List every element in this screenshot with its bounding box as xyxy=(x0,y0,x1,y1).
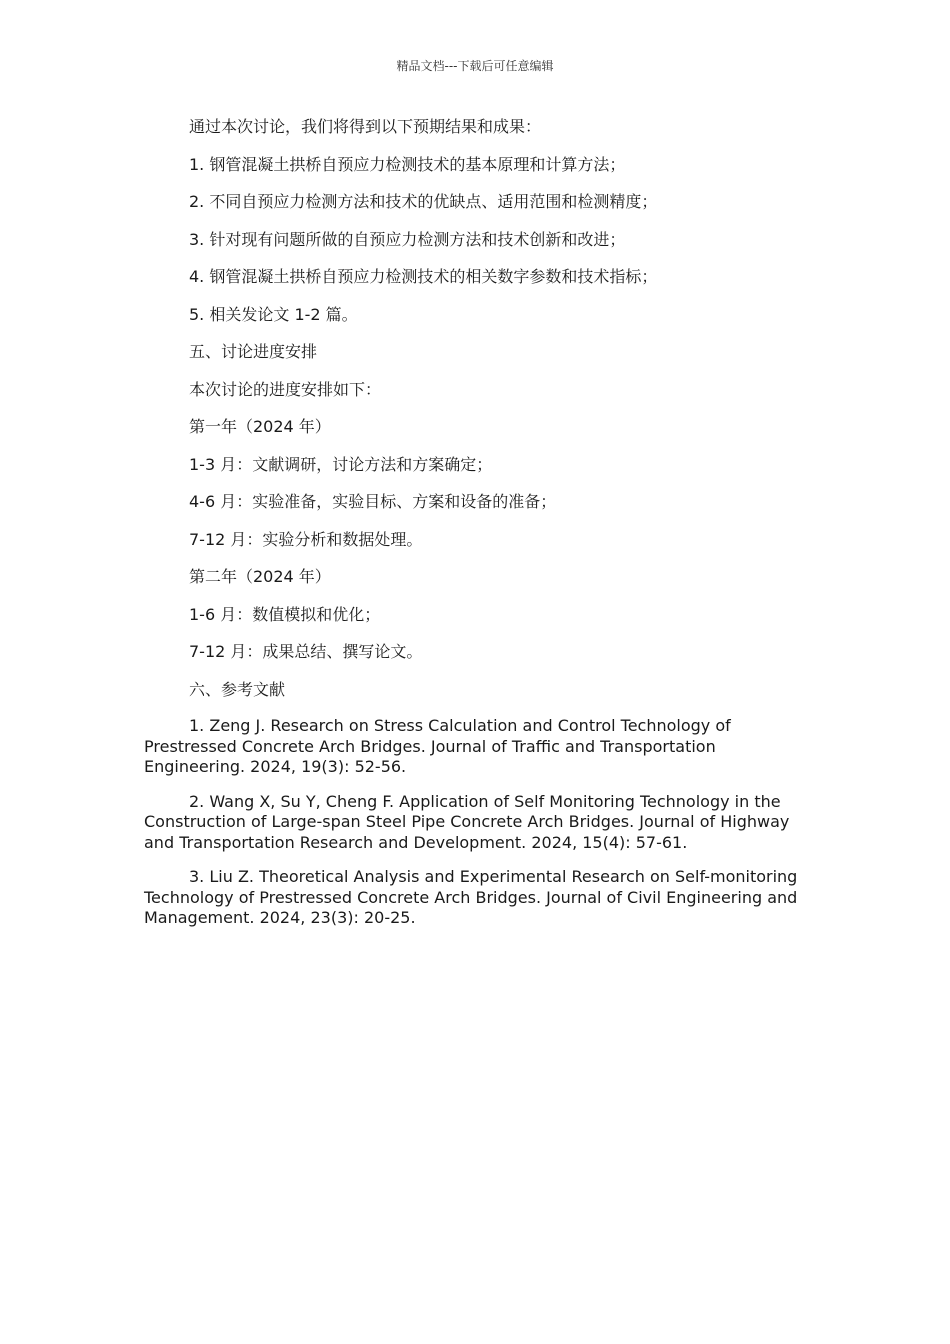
intro-paragraph: 通过本次讨论，我们将得到以下预期结果和成果： xyxy=(189,117,542,136)
schedule-item: 7-12 月：实验分析和数据处理。 xyxy=(189,529,423,549)
reference-item: 2. Wang X, Su Y, Cheng F. Application of Self Monitoring Technology in the Construction of Large-span Steel Pipe Concrete Arch Bridges. Journal of Highway and Transportation Research and Development. 2024, 15(4): 57-61. xyxy=(144,791,790,852)
reference-list xyxy=(144,716,810,929)
result-item-3: 3. 针对现有问题所做的自预应力检测方法和技术创新和改进； xyxy=(189,229,626,249)
year-one-heading: 第一年（2024 年） xyxy=(189,417,331,436)
section-heading-schedule: 五、讨论进度安排 xyxy=(189,342,318,361)
year-two-heading: 第二年（2024 年） xyxy=(189,567,331,586)
schedule-item: 4-6 月：实验准备，实验目标、方案和设备的准备； xyxy=(189,492,557,511)
result-item-2: 2. 不同自预应力检测方法和技术的优缺点、适用范围和检测精度； xyxy=(189,192,658,211)
result-item-1: 1. 钢管混凝土拱桥自预应力检测技术的基本原理和计算方法； xyxy=(189,154,626,174)
document-body xyxy=(144,116,810,943)
reference-item: 3. Liu Z. Theoretical Analysis and Experimental Research on Self-monitoring Technology of Prestressed Concrete Arch Bridges. Journal of Civil Engineering and Management. 2024, 23(3): 20-25. xyxy=(144,867,798,927)
page-header: 精品文档---下载后可任意编辑 xyxy=(396,59,554,73)
schedule-item: 7-12 月：成果总结、撰写论文。 xyxy=(189,642,423,661)
schedule-item: 1-6 月：数值模拟和优化； xyxy=(189,604,381,624)
result-item-5: 5. 相关发论文 1-2 篇。 xyxy=(189,304,358,324)
section-heading-references: 六、参考文献 xyxy=(189,679,286,699)
schedule-item: 1-3 月：文献调研，讨论方法和方案确定； xyxy=(189,454,493,474)
reference-item: 1. Zeng J. Research on Stress Calculation and Control Technology of Prestressed Concrete Arch Bridges. Journal of Traffic and Transportation Engineering. 2024, 19(3): 52-56. xyxy=(144,716,731,776)
schedule-intro: 本次讨论的进度安排如下： xyxy=(189,379,382,399)
result-item-4: 4. 钢管混凝土拱桥自预应力检测技术的相关数字参数和技术指标； xyxy=(189,267,658,286)
